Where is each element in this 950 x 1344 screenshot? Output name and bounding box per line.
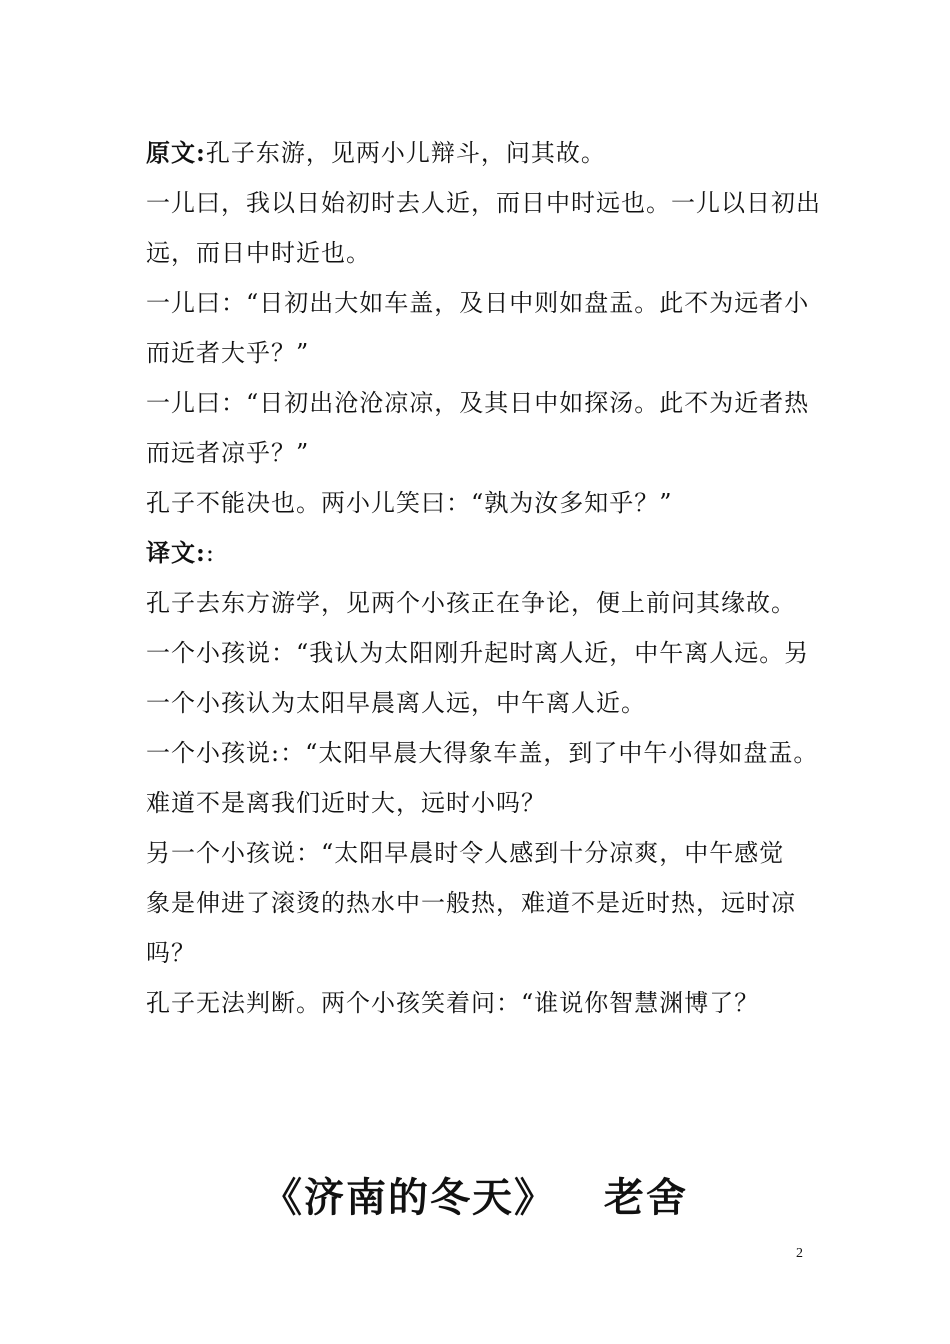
original-line: 一儿曰，我以日始初时去人近，而日中时远也。一儿以日初出	[146, 189, 821, 217]
translation-line: 孔子去东方游学，见两个小孩正在争论，便上前问其缘故。	[146, 589, 796, 617]
original-line: 而远者凉乎？”	[146, 439, 310, 467]
original-line: 一儿曰：“日初出大如车盖，及日中则如盘盂。此不为远者小	[146, 289, 810, 317]
translation-label-suffix: :	[205, 539, 215, 567]
section-title	[0, 1166, 950, 1223]
translation-line: 一个小孩认为太阳早晨离人远，中午离人近。	[146, 689, 646, 717]
original-label: 原文:	[146, 138, 206, 167]
translation-line: 一个小孩说：“我认为太阳刚升起时离人近，中午离人远。另	[146, 639, 810, 667]
translation-line: 吗？	[146, 939, 196, 967]
original-line: 孔子不能决也。两小儿笑曰：“孰为汝多知乎？”	[146, 489, 673, 517]
essay-title: 《济南的冬天》	[262, 1174, 556, 1221]
original-line: 孔子东游，见两小儿辩斗，问其故。	[205, 139, 606, 167]
translation-line: 孔子无法判断。两个小孩笑着问：“谁说你智慧渊博了？	[146, 989, 760, 1017]
essay-author: 老舍	[604, 1174, 688, 1221]
translation-line: 一个小孩说:：“太阳早晨大得象车盖，到了中午小得如盘盂。	[146, 739, 819, 767]
translation-line: 难道不是离我们近时大，远时小吗？	[146, 789, 546, 817]
original-first-line	[146, 128, 826, 178]
original-line: 远，而日中时近也。	[146, 239, 371, 267]
original-line: 一儿曰：“日初出沧沧凉凉，及其日中如探汤。此不为近者热	[146, 389, 810, 417]
page-number: 2	[796, 1246, 803, 1261]
translation-label: 译文:	[146, 538, 206, 567]
original-line: 而近者大乎？”	[146, 339, 310, 367]
document-body	[146, 128, 826, 1028]
translation-line: 象是伸进了滚烫的热水中一般热，难道不是近时热，远时凉	[146, 889, 796, 917]
translation-line: 另一个小孩说：“太阳早晨时令人感到十分凉爽，中午感觉	[146, 839, 785, 867]
translation-heading	[146, 528, 826, 578]
